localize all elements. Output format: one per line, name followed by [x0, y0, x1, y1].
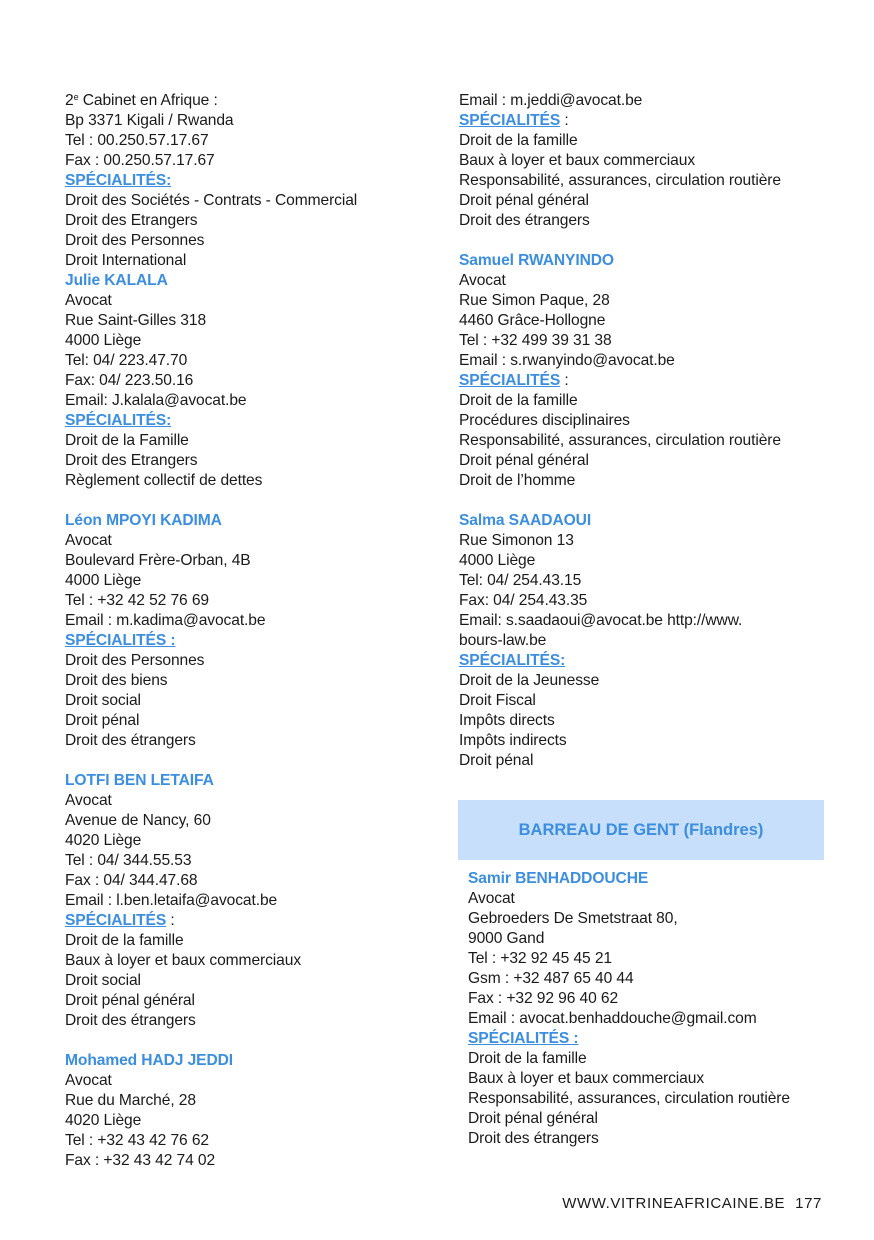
text-line: Règlement collectif de dettes: [65, 472, 263, 489]
text-line: Responsabilité, assurances, circulation routière: [459, 432, 781, 449]
text-line: Avocat: [65, 792, 112, 809]
text-line: Email : m.jeddi@avocat.be: [459, 92, 643, 109]
text-line: 4460 Grâce-Hollogne: [459, 312, 606, 329]
text-line: Gebroeders De Smetstraat 80,: [468, 910, 678, 927]
text-line: Rue Simon Paque, 28: [459, 292, 610, 309]
lawyer-name: Samir BENHADDOUCHE: [468, 870, 649, 887]
cabinet-superscript: e: [73, 92, 79, 102]
text-line: Droit Fiscal: [459, 692, 536, 709]
text-line: Droit de la famille: [65, 932, 184, 949]
lawyer-name: LOTFI BEN LETAIFA: [65, 772, 214, 789]
text-line: Boulevard Frère-Orban, 4B: [65, 552, 251, 569]
text-line: Droit pénal: [459, 752, 534, 769]
text-line: Fax: 04/ 254.43.35: [459, 592, 588, 609]
text-line: Fax : +32 92 96 40 62: [468, 990, 619, 1007]
text-line: Avocat: [65, 532, 112, 549]
text-line: Droit social: [65, 692, 141, 709]
specialites-heading: [65, 631, 445, 651]
spacer: [459, 491, 864, 511]
text-line: Droit des Sociétés - Contrats - Commercial: [65, 192, 358, 209]
text-line: Fax : +32 43 42 74 02: [65, 1152, 216, 1169]
lawyer-name: Mohamed HADJ JEDDI: [65, 1052, 234, 1069]
specialites-label: SPÉCIALITÉS:: [65, 412, 172, 429]
specialites-heading: [459, 651, 864, 671]
text-line: Droit des étrangers: [468, 1130, 599, 1147]
lawyer-name: Salma SAADAOUI: [459, 512, 592, 529]
text-line: Email : avocat.benhaddouche@gmail.com: [468, 1010, 757, 1027]
cabinet-number: 2: [65, 92, 74, 109]
text-line: Droit des Personnes: [65, 652, 205, 669]
specialites-colon: :: [166, 912, 175, 929]
text-line: Tel : 04/ 344.55.53: [65, 852, 192, 869]
page-footer: [562, 1195, 822, 1212]
text-line: Droit des étrangers: [65, 1012, 196, 1029]
text-line: Droit de la famille: [459, 132, 578, 149]
text-line: Fax: 04/ 223.50.16: [65, 372, 194, 389]
specialites-label: SPÉCIALITÉS:: [459, 652, 566, 669]
specialites-heading: [65, 171, 445, 191]
text-line: Procédures disciplinaires: [459, 412, 630, 429]
text-line: Avocat: [459, 272, 506, 289]
specialites-heading: [65, 911, 445, 931]
text-line: Tel : 00.250.57.17.67: [65, 132, 209, 149]
text-line: Bp 3371 Kigali / Rwanda: [65, 112, 234, 129]
text-line: Droit des Etrangers: [65, 452, 198, 469]
text-line: Rue Saint-Gilles 318: [65, 312, 207, 329]
spacer: [65, 1031, 445, 1051]
text-line: Tel : +32 499 39 31 38: [459, 332, 612, 349]
text-line: Droit pénal général: [459, 192, 589, 209]
text-line: Baux à loyer et baux commerciaux: [468, 1070, 705, 1087]
text-line: Droit de la famille: [468, 1050, 587, 1067]
text-line: Droit des Personnes: [65, 232, 205, 249]
text-line: 4020 Liège: [65, 1112, 142, 1129]
text-line: Tel : +32 43 42 76 62: [65, 1132, 209, 1149]
specialites-label: SPÉCIALITÉS: [65, 912, 167, 929]
text-line: Droit pénal général: [65, 992, 195, 1009]
text-line: Fax : 04/ 344.47.68: [65, 872, 198, 889]
text-line: Droit des Etrangers: [65, 212, 198, 229]
specialites-heading: [65, 411, 445, 431]
text-line: Email: J.kalala@avocat.be: [65, 392, 247, 409]
text-line: 4020 Liège: [65, 832, 142, 849]
text-line: Droit de la famille: [459, 392, 578, 409]
specialites-label: SPÉCIALITÉS :: [468, 1030, 579, 1047]
text-line: Email : s.rwanyindo@avocat.be: [459, 352, 675, 369]
specialites-heading: [468, 1029, 868, 1049]
text-line: Avocat: [468, 890, 515, 907]
text-line: Baux à loyer et baux commerciaux: [459, 152, 696, 169]
lawyer-name: Julie KALALA: [65, 272, 168, 289]
text-line: Droit de l’homme: [459, 472, 576, 489]
barreau-gent-header: [458, 800, 824, 860]
specialites-label: SPÉCIALITÉS: [459, 372, 561, 389]
text-line: Responsabilité, assurances, circulation routière: [468, 1090, 790, 1107]
text-line: Responsabilité, assurances, circulation routière: [459, 172, 781, 189]
text-line: Rue Simonon 13: [459, 532, 574, 549]
cabinet-line: [65, 91, 445, 111]
specialites-label: SPÉCIALITÉS:: [65, 172, 172, 189]
text-line: Rue du Marché, 28: [65, 1092, 196, 1109]
text-line: Tel : +32 92 45 45 21: [468, 950, 612, 967]
text-line: Droit des étrangers: [65, 732, 196, 749]
text-line: Fax : 00.250.57.17.67: [65, 152, 215, 169]
text-line: Gsm : +32 487 65 40 44: [468, 970, 634, 987]
text-line: Droit de la Jeunesse: [459, 672, 600, 689]
text-line: Baux à loyer et baux commerciaux: [65, 952, 302, 969]
text-line: Tel: 04/ 223.47.70: [65, 352, 188, 369]
right-column: [459, 91, 864, 771]
text-line: Impôts directs: [459, 712, 555, 729]
text-line: Droit des étrangers: [459, 212, 590, 229]
specialites-colon: :: [560, 372, 569, 389]
specialites-heading: [459, 371, 864, 391]
text-line: 4000 Liège: [459, 552, 536, 569]
specialites-label: SPÉCIALITÉS: [459, 112, 561, 129]
lawyer-name: Samuel RWANYINDO: [459, 252, 614, 269]
page-number: 177: [795, 1195, 822, 1212]
text-line: 4000 Liège: [65, 332, 142, 349]
cabinet-text: Cabinet en Afrique :: [78, 92, 218, 109]
text-line: bours-law.be: [459, 632, 547, 649]
lawyer-name: Léon MPOYI KADIMA: [65, 512, 222, 529]
text-line: Avocat: [65, 292, 112, 309]
text-line: 4000 Liège: [65, 572, 142, 589]
text-line: Email : m.kadima@avocat.be: [65, 612, 266, 629]
spacer: [459, 231, 864, 251]
spacer: [65, 491, 445, 511]
barreau-gent-title: BARREAU DE GENT (Flandres): [518, 820, 764, 839]
text-line: Impôts indirects: [459, 732, 567, 749]
text-line: Tel: 04/ 254.43.15: [459, 572, 582, 589]
footer-website: WWW.VITRINEAFRICAINE.BE: [562, 1195, 786, 1212]
text-line: Droit social: [65, 972, 141, 989]
text-line: Droit pénal: [65, 712, 140, 729]
text-line: Droit des biens: [65, 672, 168, 689]
text-line: Droit pénal général: [468, 1110, 598, 1127]
specialites-colon: :: [560, 112, 569, 129]
left-column: [65, 91, 445, 1171]
text-line: 9000 Gand: [468, 930, 545, 947]
text-line: Avocat: [65, 1072, 112, 1089]
text-line: Droit pénal général: [459, 452, 589, 469]
text-line: Droit International: [65, 252, 187, 269]
text-line: Droit de la Famille: [65, 432, 189, 449]
text-line: Avenue de Nancy, 60: [65, 812, 211, 829]
spacer: [65, 751, 445, 771]
gent-column: [468, 869, 868, 1149]
specialites-label: SPÉCIALITÉS :: [65, 632, 176, 649]
text-line: Email : l.ben.letaifa@avocat.be: [65, 892, 278, 909]
text-line: Tel : +32 42 52 76 69: [65, 592, 209, 609]
text-line: Email: s.saadaoui@avocat.be http://www.: [459, 612, 743, 629]
specialites-heading: [459, 111, 864, 131]
